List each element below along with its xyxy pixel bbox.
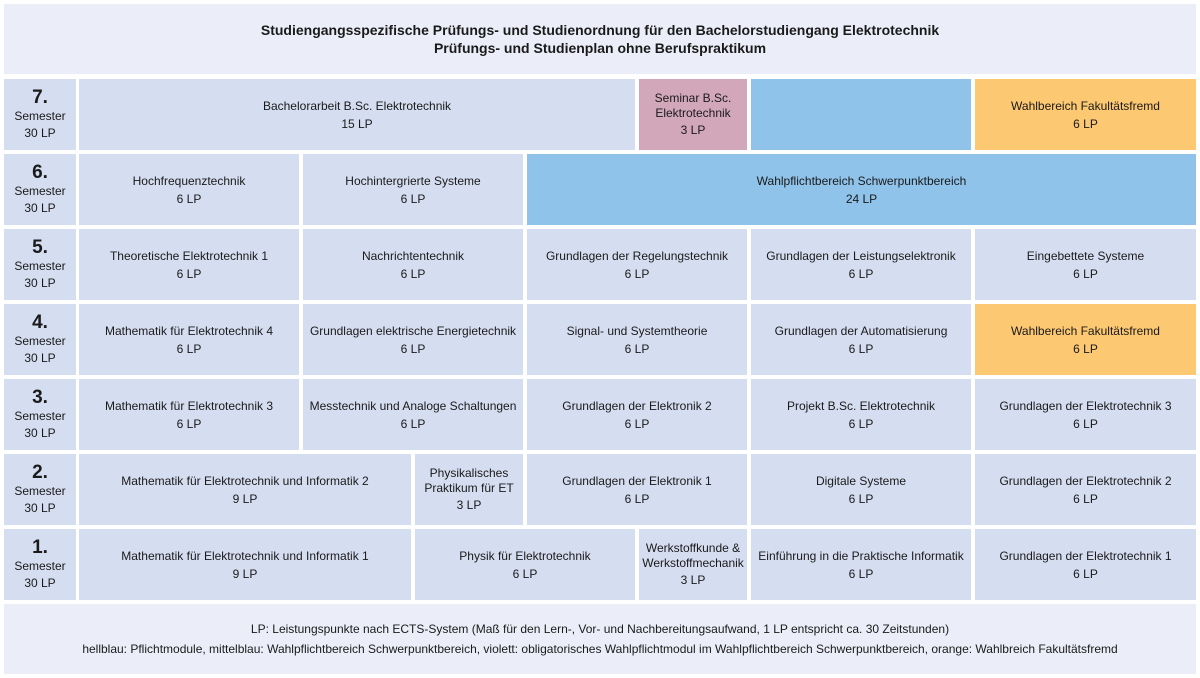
- semester-word: Semester: [14, 408, 66, 423]
- semester-4-label: [4, 304, 76, 375]
- module-elektrotechnik-3: [975, 379, 1196, 450]
- module-digitale-systeme: [751, 454, 971, 525]
- module-physik: [415, 529, 635, 600]
- module-name: Mathematik für Elektrotechnik und Informatik 2: [121, 473, 369, 488]
- semester-lp: 30 LP: [24, 275, 56, 290]
- module-lp: 6 LP: [624, 266, 650, 281]
- module-hochfrequenztechnik: [79, 154, 299, 225]
- semester-number: 5.: [32, 236, 48, 258]
- semester-word: Semester: [14, 558, 66, 573]
- module-name: Digitale Systeme: [815, 473, 907, 488]
- module-messtechnik: [303, 379, 523, 450]
- module-wahlbereich-fakultaetsfremd: [975, 304, 1196, 375]
- semester-1-label: [4, 529, 76, 600]
- module-lp: 6 LP: [848, 566, 874, 581]
- module-name: Grundlagen der Elektrotechnik 2: [999, 473, 1172, 488]
- semester-7-label: [4, 79, 76, 150]
- plan-title: Studiengangsspezifische Prüfungs- und Studienordnung für den Bachelorstudiengang Elektrotechnik: [260, 22, 940, 38]
- module-name: Wahlpflichtbereich Schwerpunktbereich: [756, 173, 967, 188]
- module-name: Mathematik für Elektrotechnik 4: [104, 323, 274, 338]
- module-lp: 6 LP: [1073, 491, 1098, 506]
- module-name: Elektrotechnik: [655, 106, 731, 120]
- module-mathematik-3: [79, 379, 299, 450]
- module-seminar: [639, 79, 747, 150]
- module-elektrotechnik-1: [975, 529, 1196, 600]
- semester-number: 4.: [32, 311, 48, 333]
- module-lp: 6 LP: [400, 191, 426, 206]
- module-lp: 3 LP: [680, 123, 706, 137]
- module-lp: 9 LP: [232, 491, 258, 506]
- semester-word: Semester: [14, 258, 66, 273]
- semester-lp: 30 LP: [24, 350, 56, 365]
- module-name: Praktikum für ET: [424, 481, 514, 495]
- module-lp: 9 LP: [232, 566, 258, 581]
- module-lp: 6 LP: [176, 416, 202, 431]
- semester-number: 3.: [32, 386, 48, 408]
- module-eingebettete-systeme: [975, 229, 1196, 300]
- module-lp: 6 LP: [1073, 566, 1098, 581]
- module-name: Hochintergrierte Systeme: [345, 173, 481, 188]
- module-name: Grundlagen der Elektronik 1: [562, 473, 712, 488]
- module-lp: 24 LP: [845, 191, 878, 206]
- semester-number: 1.: [32, 536, 48, 558]
- module-lp: 6 LP: [400, 266, 426, 281]
- module-name: Werkstoffmechanik: [642, 556, 744, 570]
- module-name: Wahlbereich Fakultätsfremd: [1011, 323, 1160, 338]
- module-regelungstechnik: [527, 229, 747, 300]
- module-lp: 6 LP: [1073, 266, 1098, 281]
- semester-5-label: [4, 229, 76, 300]
- module-name: Grundlagen der Regelungstechnik: [545, 248, 729, 263]
- module-lp: 6 LP: [848, 341, 874, 356]
- plan-header: [4, 4, 1196, 74]
- module-name: Physik für Elektrotechnik: [459, 548, 591, 563]
- module-name: Grundlagen der Elektrotechnik 1: [999, 548, 1172, 563]
- module-elektronik-2: [527, 379, 747, 450]
- semester-word: Semester: [14, 183, 66, 198]
- semester-lp: 30 LP: [24, 425, 56, 440]
- semester-number: 7.: [32, 86, 48, 108]
- module-name: Grundlagen der Leistungselektronik: [766, 248, 956, 263]
- semester-2-label: [4, 454, 76, 525]
- module-mathematik-4: [79, 304, 299, 375]
- module-name: Grundlagen der Elektronik 2: [562, 398, 712, 413]
- module-hochintegrierte-systeme: [303, 154, 523, 225]
- module-theoretische-elektrotechnik: [79, 229, 299, 300]
- module-lp: 6 LP: [624, 416, 650, 431]
- module-projekt: [751, 379, 971, 450]
- module-wahlpflichtbereich: [527, 154, 1196, 225]
- module-name: Werkstoffkunde &: [645, 541, 741, 555]
- module-lp: 6 LP: [400, 341, 426, 356]
- module-wahlpflicht-continuation: [751, 79, 971, 150]
- module-name: Einführung in die Praktische Informatik: [758, 548, 964, 563]
- module-bachelorarbeit: [79, 79, 635, 150]
- module-lp: 6 LP: [1073, 341, 1098, 356]
- module-werkstoffkunde: [639, 529, 747, 600]
- module-name: Seminar B.Sc.: [654, 91, 732, 105]
- module-leistungselektronik: [751, 229, 971, 300]
- module-name: Mathematik für Elektrotechnik und Informatik 1: [121, 548, 369, 563]
- module-automatisierung: [751, 304, 971, 375]
- semester-number: 6.: [32, 161, 48, 183]
- module-elektronik-1: [527, 454, 747, 525]
- semester-word: Semester: [14, 108, 66, 123]
- module-praktische-informatik: [751, 529, 971, 600]
- module-name: Grundlagen der Automatisierung: [774, 323, 948, 338]
- semester-word: Semester: [14, 333, 66, 348]
- semester-lp: 30 LP: [24, 200, 56, 215]
- module-lp: 6 LP: [848, 491, 874, 506]
- module-elektrotechnik-2: [975, 454, 1196, 525]
- module-nachrichtentechnik: [303, 229, 523, 300]
- module-lp: 6 LP: [176, 341, 202, 356]
- module-lp: 6 LP: [624, 341, 650, 356]
- module-name: Grundlagen elektrische Energietechnik: [309, 323, 517, 338]
- module-wahlbereich-fakultaetsfremd: [975, 79, 1196, 150]
- semester-lp: 30 LP: [24, 575, 56, 590]
- module-name: Bachelorarbeit B.Sc. Elektrotechnik: [262, 98, 452, 113]
- module-lp: 6 LP: [624, 491, 650, 506]
- legend-lp-note: LP: Leistungspunkte nach ECTS-System (Maß für den Lern-, Vor- und Nachbereitungsaufwand, 1 LP entspricht ca. 30 Zeitstunden): [250, 622, 950, 636]
- module-physikalisches-praktikum: [415, 454, 523, 525]
- module-name: Nachrichtentechnik: [361, 248, 465, 263]
- module-name: Theoretische Elektrotechnik 1: [109, 248, 269, 263]
- module-name: Grundlagen der Elektrotechnik 3: [999, 398, 1172, 413]
- legend-colors-note: hellblau: Pflichtmodule, mittelblau: Wahlpflichtbereich Schwerpunktbereich, violett: obligatorisches Wahlpflichtmodul im Wahlpflichtbereich Schwerpunktbereich, orange: Wahlbreich Fakultätsfremd: [82, 642, 1118, 656]
- module-lp: 6 LP: [176, 266, 202, 281]
- module-lp: 15 LP: [341, 116, 373, 131]
- module-name: Messtechnik und Analoge Schaltungen: [309, 398, 517, 413]
- semester-word: Semester: [14, 483, 66, 498]
- module-name: Projekt B.Sc. Elektrotechnik: [786, 398, 936, 413]
- semester-number: 2.: [32, 461, 48, 483]
- module-name: Signal- und Systemtheorie: [566, 323, 708, 338]
- module-lp: 3 LP: [680, 573, 706, 587]
- legend-footer: [4, 604, 1196, 674]
- module-lp: 6 LP: [848, 266, 874, 281]
- module-lp: 6 LP: [400, 416, 426, 431]
- module-name: Hochfrequenztechnik: [132, 173, 246, 188]
- module-lp: 6 LP: [1073, 116, 1098, 131]
- module-mathematik-2: [79, 454, 411, 525]
- plan-subtitle: Prüfungs- und Studienplan ohne Berufspraktikum: [433, 40, 767, 56]
- module-energietechnik: [303, 304, 523, 375]
- module-lp: 6 LP: [512, 566, 538, 581]
- module-name: Eingebettete Systeme: [1026, 248, 1145, 263]
- semester-lp: 30 LP: [24, 125, 56, 140]
- module-name: Mathematik für Elektrotechnik 3: [104, 398, 274, 413]
- module-lp: 6 LP: [1073, 416, 1098, 431]
- module-lp: 3 LP: [456, 498, 482, 512]
- module-lp: 6 LP: [848, 416, 874, 431]
- semester-6-label: [4, 154, 76, 225]
- semester-3-label: [4, 379, 76, 450]
- module-lp: 6 LP: [176, 191, 202, 206]
- semester-lp: 30 LP: [24, 500, 56, 515]
- module-mathematik-1: [79, 529, 411, 600]
- module-name: Physikalisches: [429, 466, 509, 480]
- module-name: Wahlbereich Fakultätsfremd: [1011, 98, 1160, 113]
- module-systemtheorie: [527, 304, 747, 375]
